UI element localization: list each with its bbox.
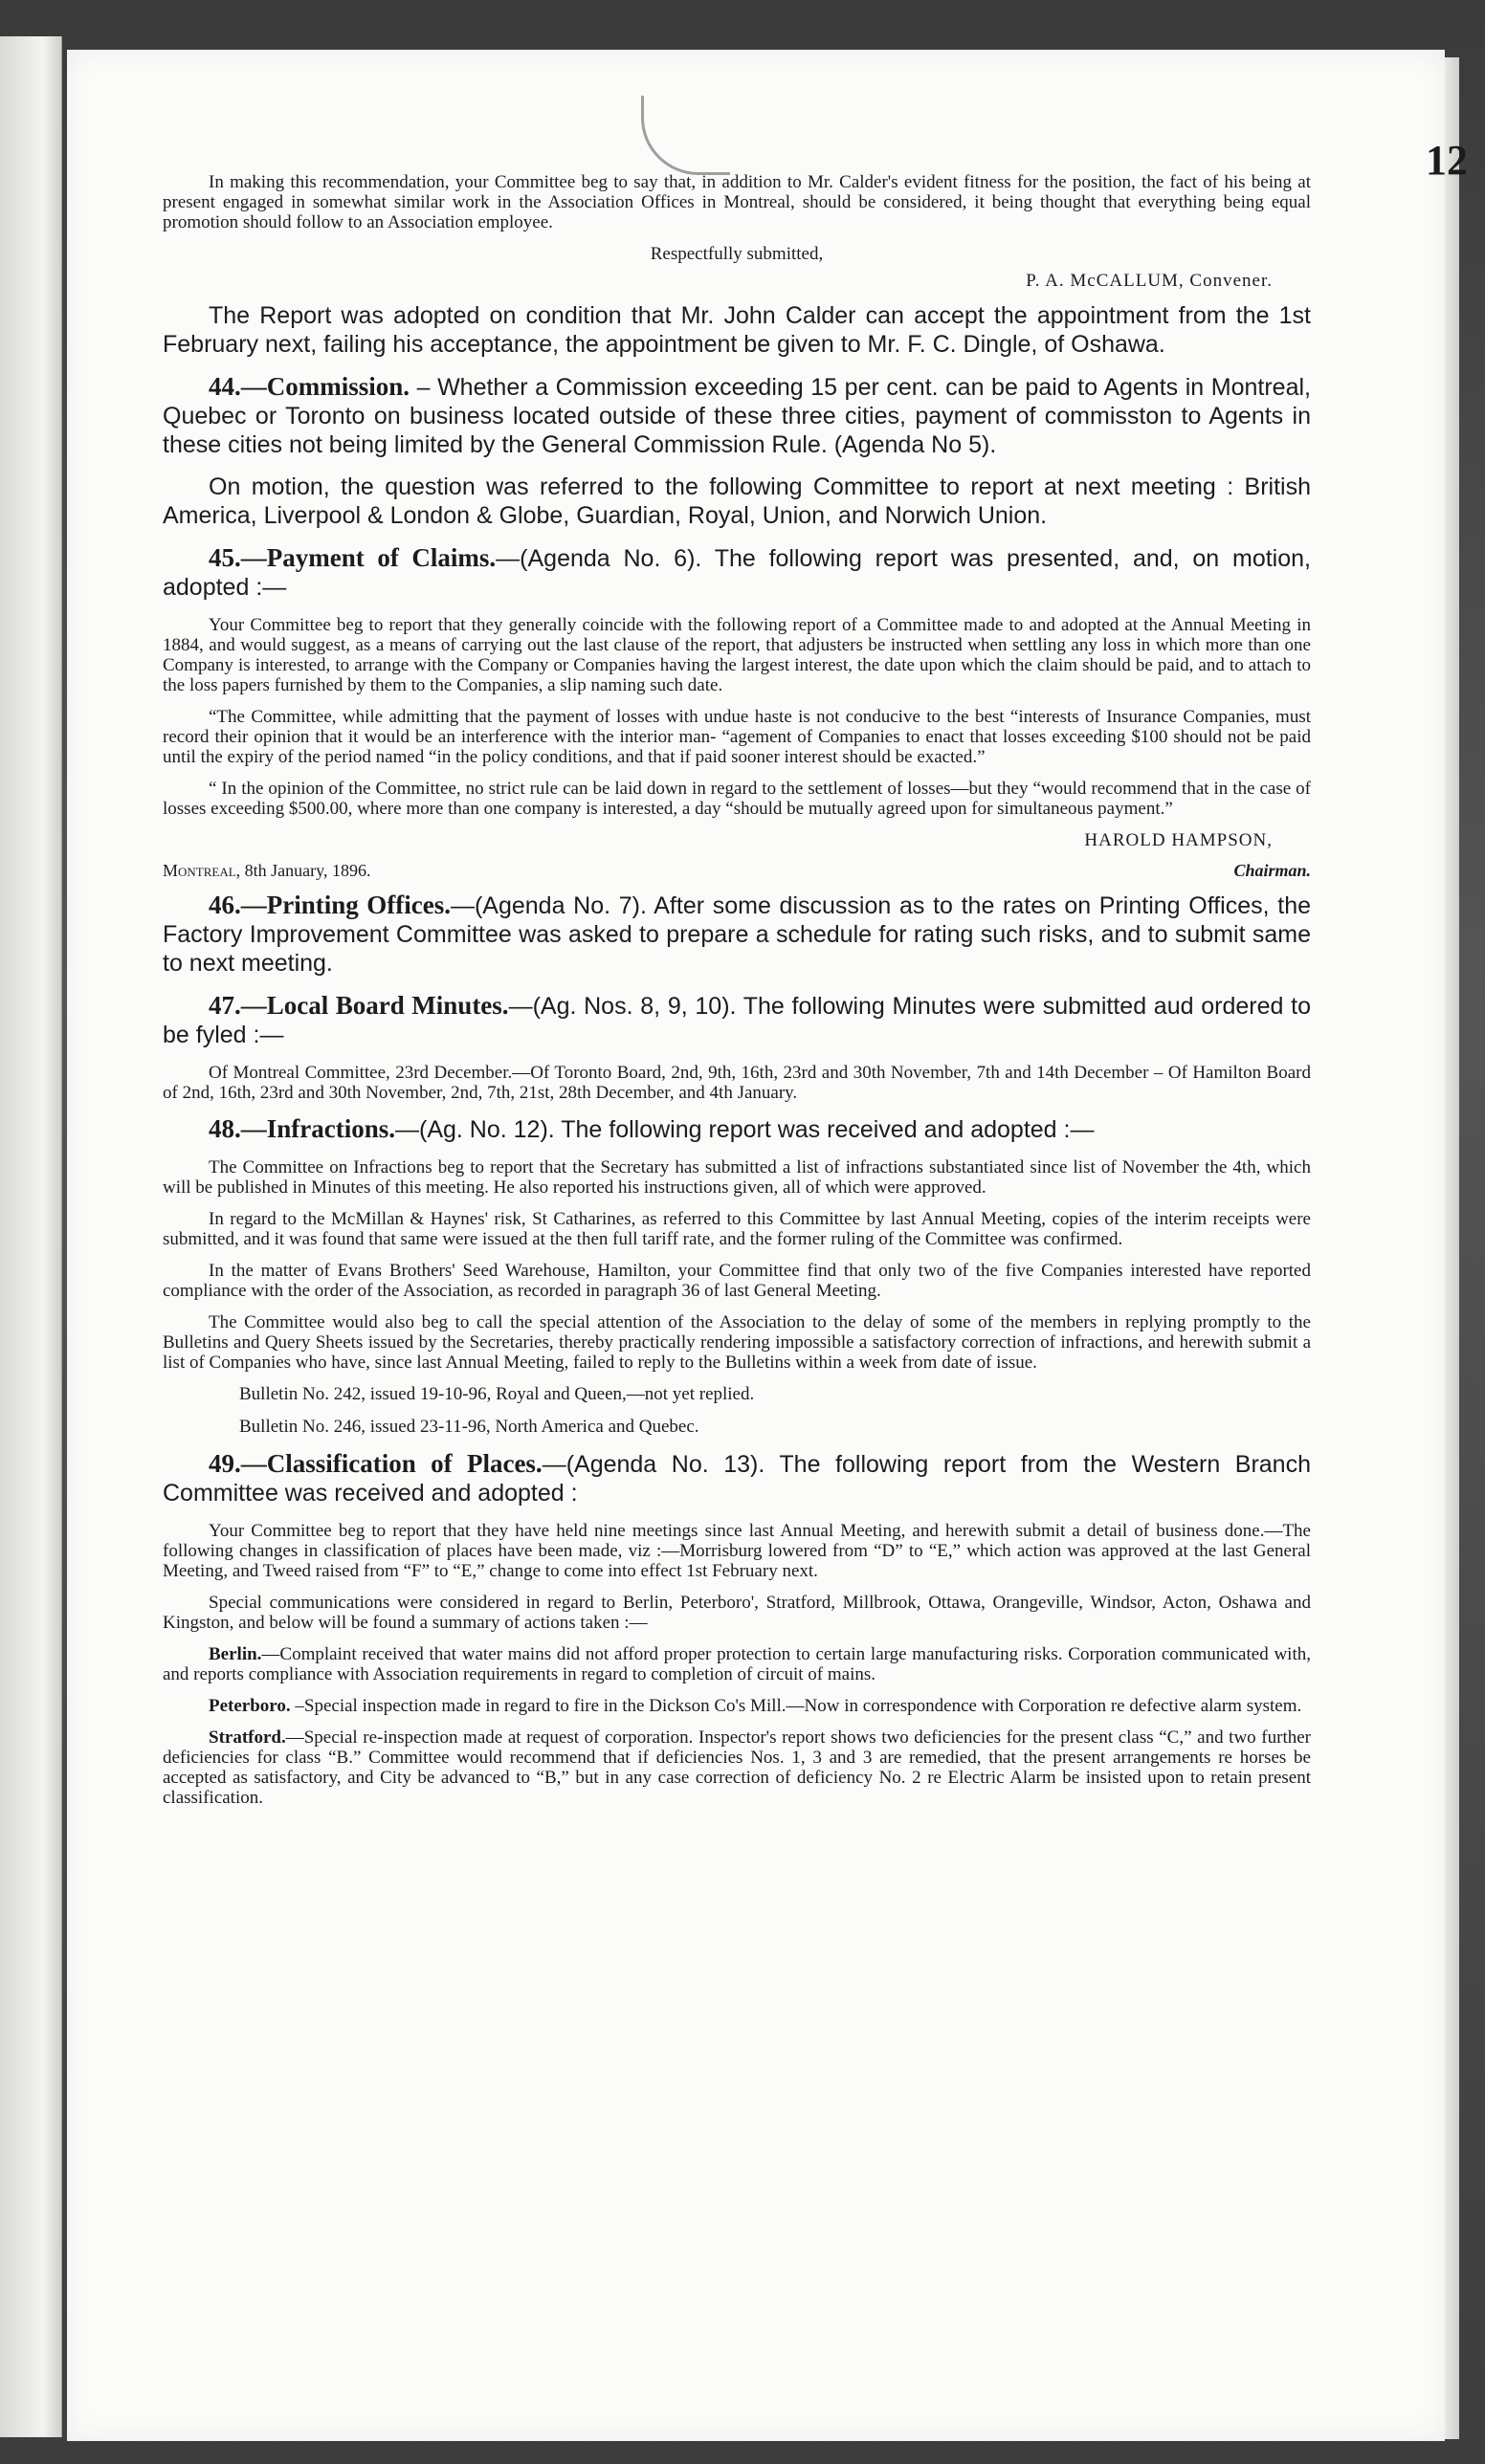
section-48-heading: 48.—Infractions. [209,1114,395,1143]
convener-signature: P. A. McCALLUM, Convener. [1026,271,1273,291]
berlin-label: Berlin. [209,1644,262,1664]
pen-mark [641,96,730,175]
section-44 [163,372,1311,530]
section-45-report-p1: Your Committee beg to report that they generally coincide with the following report of a Committee made to and adopted at the Annual Meeting in 1884, and would suggest, as a means of carrying out the last clause of the report, that adjusters be instructed when settling any loss in which more than one Company is interested, to arrange with the Company or Companies having the largest interest, the date upon which the claim should be paid, and to attach to the loss papers furnished by them to the Companies, a slip naming such date. [163,615,1311,695]
section-44-motion: On motion, the question was referred to the following Committee to report at next meeting : British America, Liverpool & London & Globe, Guardian, Royal, Union, and Norwich Union. [163,473,1311,529]
section-46 [163,891,1311,978]
page-number: 12 [1426,137,1468,184]
berlin-text: —Complaint received that water mains did not afford proper protection to certain large manufacturing risks. Corporation communicated with, and reports compliance with Association requirements in regard to completion of circuit of mains. [163,1644,1311,1684]
section-44-heading: 44.—Commission. [209,372,410,401]
section-47 [163,991,1311,1103]
intro-paragraph: In making this recommendation, your Committee beg to say that, in addition to Mr. Calder's evident fitness for the position, the fact of his being at present engaged in somewhat similar work in the Association Offices in Montreal, should be considered, it being thought that everything being equal promotion should follow to an Association employee. [163,172,1311,232]
section-48-text: —(Ag. No. 12). The following report was received and adopted :— [395,1116,1095,1143]
facing-page-edge [0,36,62,2437]
peterboro-text: –Special inspection made in regard to fire in the Dickson Co's Mill.—Now in correspondence with Corporation re defective alarm system. [290,1696,1302,1716]
section-47-text: —(Ag. Nos. 8, 9, 10). The following Minutes were submitted aud ordered to be fyled :— [163,993,1311,1048]
chairman-name: HAROLD HAMPSON, [1084,830,1273,850]
bulletin-242: Bulletin No. 242, issued 19-10-96, Royal and Queen,—not yet replied. [239,1384,755,1404]
section-44-text: – Whether a Commission exceeding 15 per cent. can be paid to Agents in Montreal, Quebec or Toronto on business located outside of these three cities, payment of commisston to Agents in these cities not being limited by the General Commission Rule. (Agenda No 5). [163,374,1311,458]
respectfully-submitted: Respectfully submitted, [650,244,824,264]
section-48 [163,1114,1311,1438]
report-adopted-paragraph: The Report was adopted on condition that Mr. John Calder can accept the appointment from the 1st February next, failing his acceptance, the appointment be given to Mr. F. C. Dingle, of Oshawa. [163,302,1311,358]
section-49-p1: Your Committee beg to report that they have held nine meetings since last Annual Meeting, and herewith submit a detail of business done.—The following changes in classification of places have been made, viz :—Morrisburg lowered from “D” to “E,” which action was approved at the last General Meeting, and Tweed raised from “F” to “E,” change to come into effect 1st February next. [163,1521,1311,1581]
section-47-heading: 47.—Local Board Minutes. [209,991,509,1020]
section-48-p1: The Committee on Infractions beg to report that the Secretary has submitted a list of infractions substantiated since list of November the 4th, which will be published in Minutes of this meeting. He also reported his instructions given, all of which were approved. [163,1157,1311,1198]
section-45-text: —(Agenda No. 6). The following report was presented, and, on motion, adopted :— [163,545,1311,601]
section-47-minutes: Of Montreal Committee, 23rd December.—Of Toronto Board, 2nd, 9th, 16th, 23rd and 30th November, 7th and 14th December – Of Hamilton Board of 2nd, 16th, 23rd and 30th November, 2nd, 7th, 21st, 28th December, and 4th January. [163,1063,1311,1103]
section-45-report-p2: “The Committee, while admitting that the payment of losses with undue haste is not conducive to the best “interests of Insurance Companies, must record their opinion that it would be an interference with the interior man- “agement of Companies to enact that losses exceeding $100 should not be paid until the expiry of the period named “in the policy conditions, and that if paid sooner interest should be exacted.” [163,707,1311,767]
section-46-paragraph [163,891,1311,978]
section-44-paragraph [163,372,1311,459]
stratford-label: Stratford. [209,1727,286,1748]
section-45-paragraph [163,543,1311,602]
peterboro-label: Peterboro. [209,1696,291,1716]
berlin-paragraph [163,1644,1311,1684]
peterboro-paragraph [163,1696,1311,1716]
section-49-p2: Special communications were considered in regard to Berlin, Peterboro', Stratford, Millbrook, Ottawa, Orangeville, Windsor, Acton, Oshawa and Kingston, and below will be found a summary of actions taken :— [163,1593,1311,1633]
section-49-heading: 49.—Classification of Places. [209,1449,543,1478]
bulletin-246: Bulletin No. 246, issued 23-11-96, North America and Quebec. [239,1417,699,1437]
page-content [163,172,1311,1819]
section-47-paragraph [163,991,1311,1049]
section-46-text: —(Agenda No. 7). After some discussion as to the rates on Printing Offices, the Factory Improvement Committee was asked to prepare a schedule for rating such risks, and to submit same to next meeting. [163,892,1311,977]
section-46-heading: 46.—Printing Offices. [209,891,451,919]
section-48-p4: The Committee would also beg to call the special attention of the Association to the delay of some of the members in replying promptly to the Bulletins and Query Sheets issued by the Secretaries, thereby practically rendering impossible a satisfactory correction of infractions, and herewith submit a list of Companies who have, since last Annual Meeting, failed to reply to the Bulletins within a week from date of issue. [163,1312,1311,1373]
place-date [163,861,370,881]
section-49 [163,1449,1311,1808]
date: 8th January, 1896. [240,861,371,880]
chairman-title: Chairman. [1233,861,1311,880]
place: Montreal, [163,861,241,880]
section-48-p2: In regard to the McMillan & Haynes' risk, St Catharines, as referred to this Committee by last Annual Meeting, copies of the interim receipts were submitted, and it was found that same were issued at the then full tariff rate, and the former ruling of the Committee was confirmed. [163,1209,1311,1249]
section-49-paragraph [163,1449,1311,1507]
stratford-text: —Special re-inspection made at request of corporation. Inspector's report shows two deficiencies for the present class “C,” and two further deficiencies for class “B.” Committee would recommend that if deficiencies Nos. 1, 3 and 3 are remedied, that the present arrangements re horses be accepted as satisfactory, and City be advanced to “B,” but in any case correction of deficiency No. 2 re Electric Alarm be insisted upon to retain present classification. [163,1727,1311,1808]
section-49-text: —(Agenda No. 13). The following report from the Western Branch Committee was received and adopted : [163,1451,1311,1507]
section-45 [163,543,1311,881]
section-48-paragraph [163,1114,1311,1144]
section-45-heading: 45.—Payment of Claims. [209,543,497,572]
section-45-report-p3: “ In the opinion of the Committee, no strict rule can be laid down in regard to the settlement of losses—but they “would recommend that in the case of losses exceeding $500.00, where more than one company is interested, a day “should be mutually agreed upon for simultaneous payment.” [163,779,1311,819]
section-48-p3: In the matter of Evans Brothers' Seed Warehouse, Hamilton, your Committee find that only two of the five Companies interested have reported compliance with the order of the Association, as recorded in paragraph 36 of last General Meeting. [163,1261,1311,1301]
signature-row [163,861,1311,881]
stratford-paragraph [163,1727,1311,1808]
